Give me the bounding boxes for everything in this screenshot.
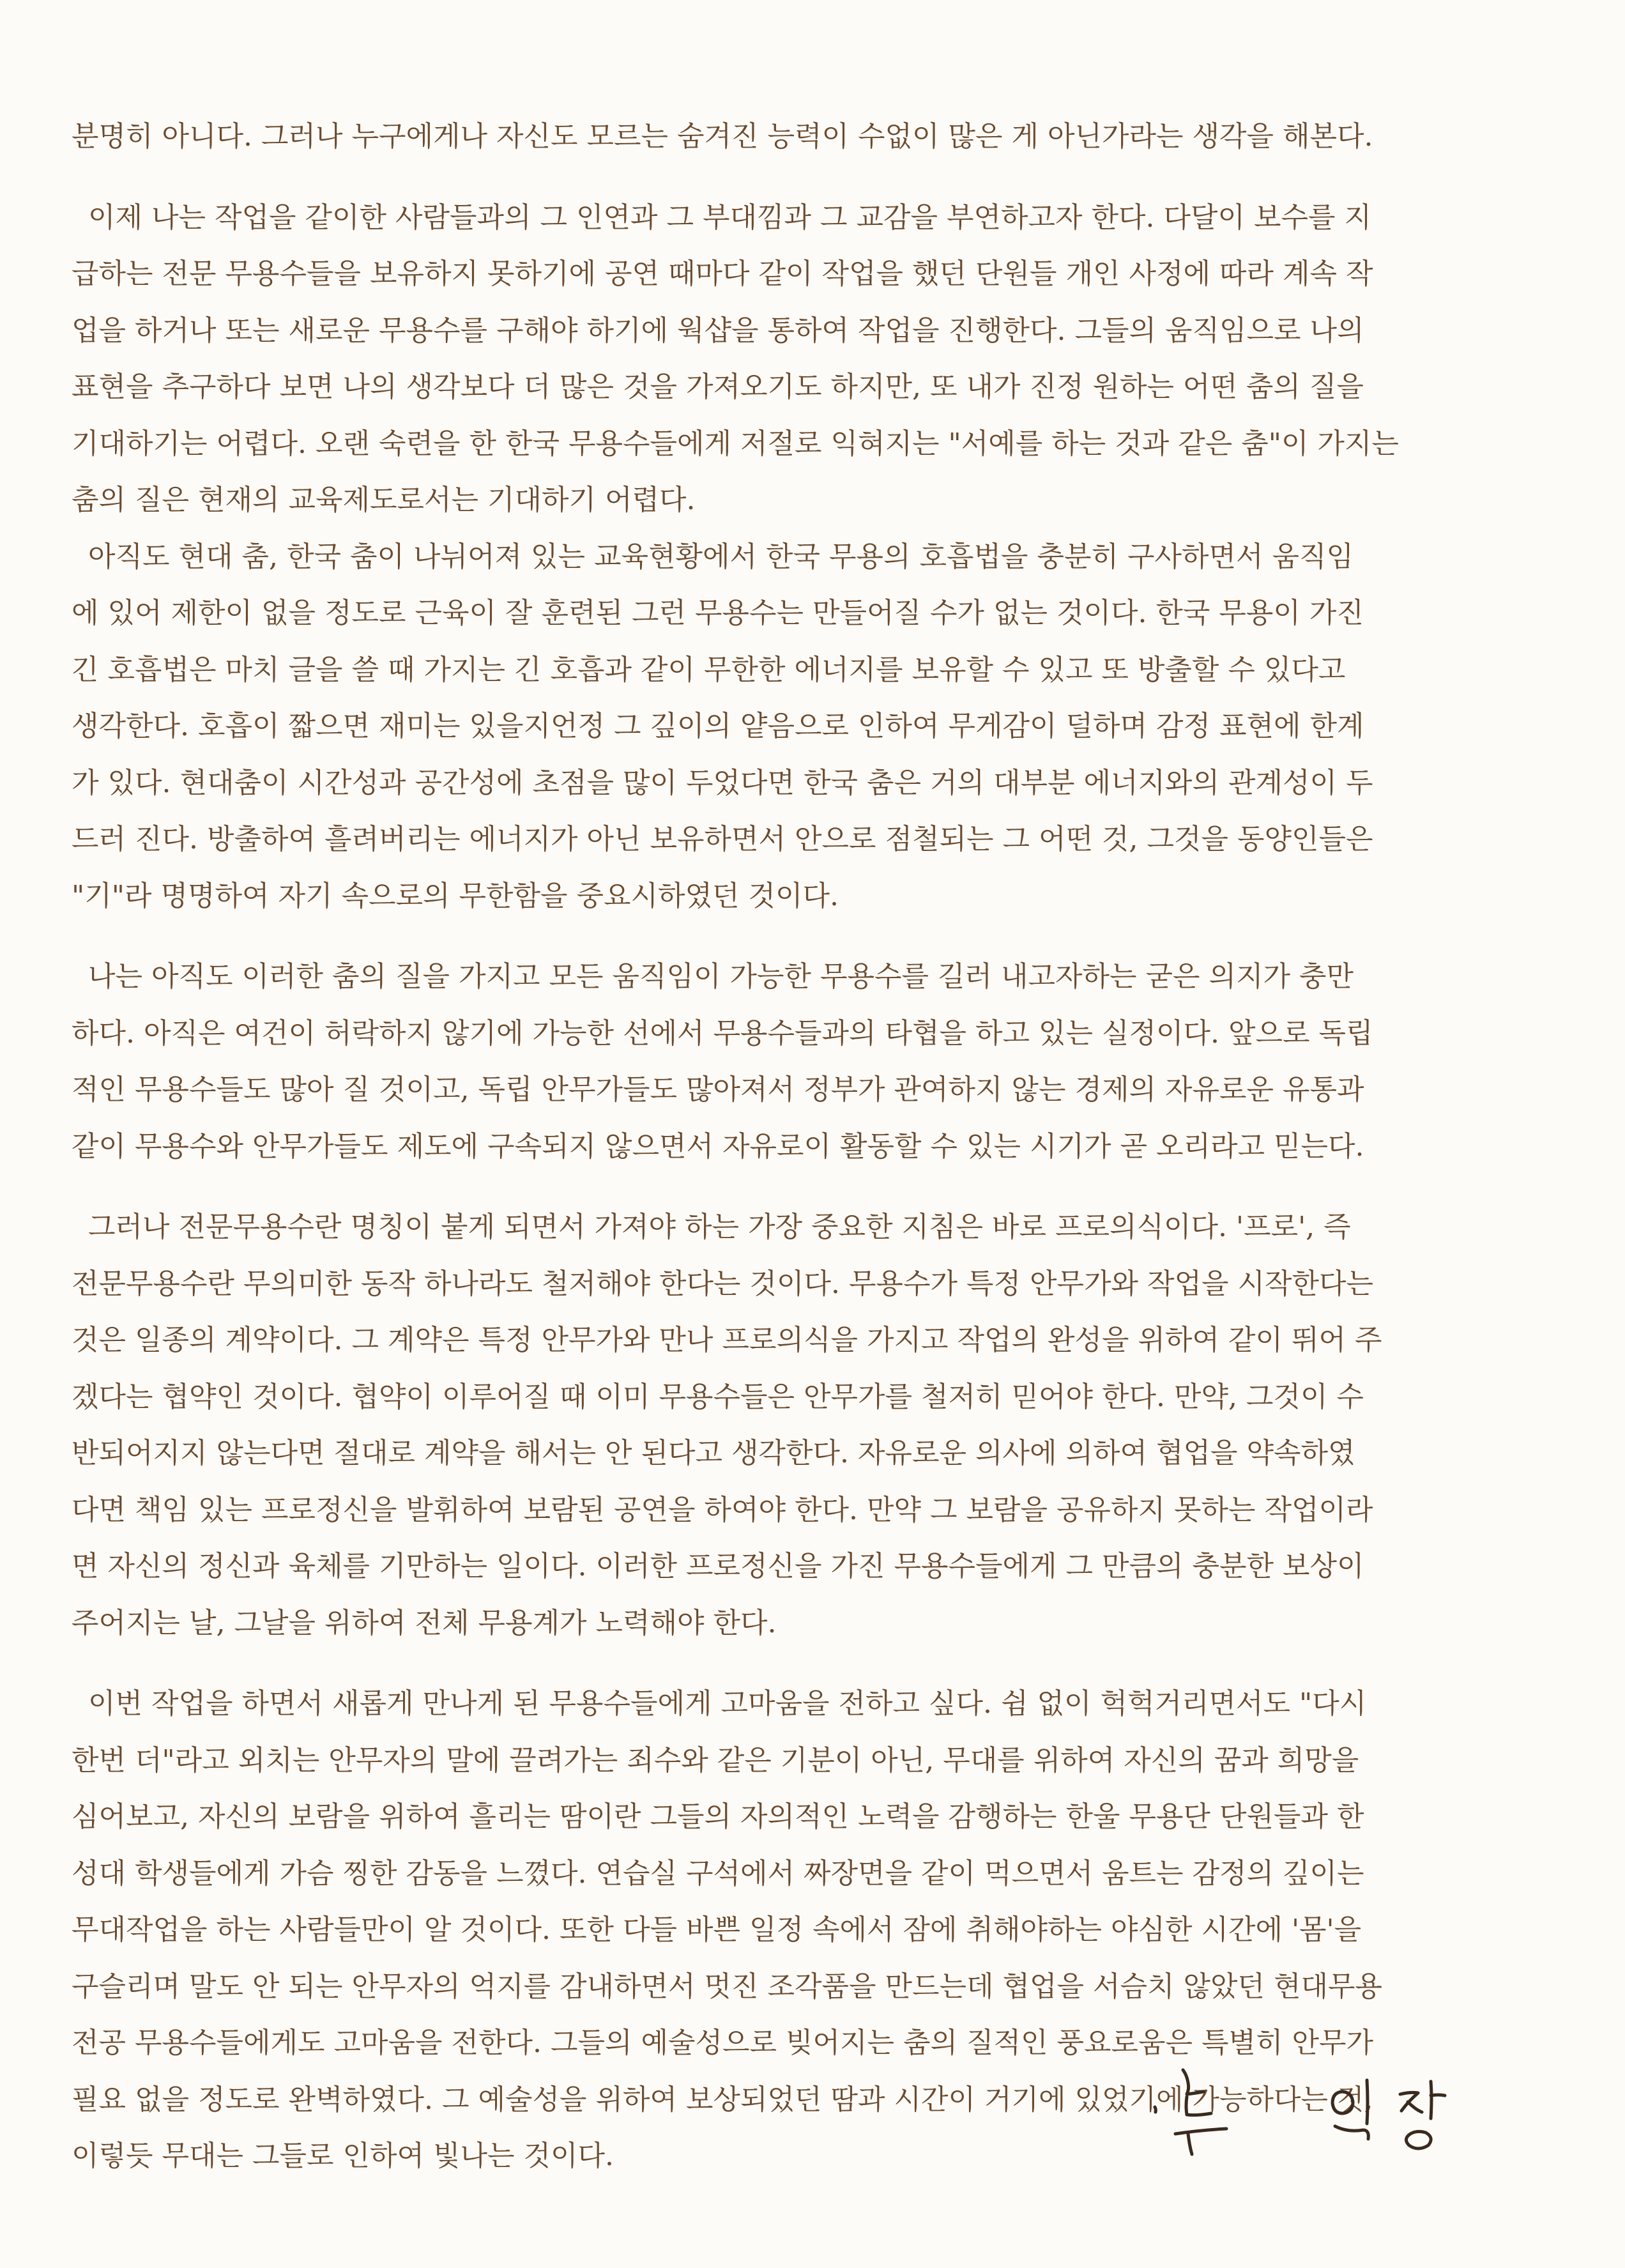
text-line: 생각한다. 호흡이 짧으면 재미는 있을지언정 그 깊이의 얕음으로 인하여 무게감이 덜하며 감정 표현에 한계 (72, 710, 1364, 742)
text-line: 춤의 질은 현재의 교육제도로서는 기대하기 어렵다. (72, 484, 696, 516)
text-line: 심어보고, 자신의 보람을 위하여 흘리는 땀이란 그들의 자의적인 노력을 감행하는 한울 무용단 단원들과 한 (72, 1800, 1364, 1833)
paragraph-1 (72, 109, 1566, 165)
text-line: 급하는 전문 무용수들을 보유하지 못하기에 공연 때마다 같이 작업을 했던 단원들 개인 사정에 따라 계속 작 (72, 257, 1373, 290)
text-line: 주어지는 날, 그날을 위하여 전체 무용계가 노력해야 한다. (72, 1606, 777, 1639)
text-line: 이번 작업을 하면서 새롭게 만나게 된 무용수들에게 고마움을 전하고 싶다. 쉼 없이 헉헉거리면서도 "다시 (88, 1687, 1367, 1720)
paragraph-3 (72, 529, 1566, 925)
text-line: 아직도 현대 춤, 한국 춤이 나뉘어져 있는 교육현황에서 한국 무용의 호흡법을 충분히 구사하면서 움직임 (88, 540, 1354, 573)
text-line: 성대 학생들에게 가슴 찡한 감동을 느꼈다. 연습실 구석에서 짜장면을 같이 먹으면서 움트는 감정의 깊이는 (72, 1857, 1364, 1890)
text-line: 하다. 아직은 여건이 허락하지 않기에 가능한 선에서 무용수들과의 타협을 하고 있는 실정이다. 앞으로 독립 (72, 1016, 1373, 1050)
text-line: 필요 없을 정도로 완벽하였다. 그 예술성을 위하여 보상되었던 땀과 시간이 거기에 있었기에 가능하다는 것, (72, 2083, 1373, 2116)
text-line: 무대작업을 하는 사람들만이 알 것이다. 또한 다들 바쁜 일정 속에서 잠에 취해야하는 야심한 시간에 '몸'을 (72, 1913, 1362, 1946)
paragraph-4 (72, 949, 1566, 1175)
text-line: 구슬리며 말도 안 되는 안무자의 억지를 감내하면서 멋진 조각품을 만드는데 협업을 서슴치 않았던 현대무용 (72, 1970, 1382, 2003)
text-line: 업을 하거나 또는 새로운 무용수를 구해야 하기에 웍샵을 통하여 작업을 진행한다. 그들의 움직임으로 나의 (72, 314, 1364, 347)
paragraph-gap (72, 1175, 1566, 1199)
text-line: 겠다는 협약인 것이다. 협약이 이루어질 때 이미 무용수들은 안무가를 철저히 믿어야 한다. 만약, 그것이 수 (72, 1380, 1364, 1413)
text-line: 적인 무용수들도 많아 질 것이고, 독립 안무가들도 많아져서 정부가 관여하지 않는 경제의 자유로운 유통과 (72, 1073, 1364, 1106)
text-line: 기대하기는 어렵다. 오랜 숙련을 한 한국 무용수들에게 저절로 익혀지는 "서예를 하는 것과 같은 춤"이 가지는 (72, 427, 1399, 460)
paragraph-2 (72, 190, 1566, 529)
text-line: 긴 호흡법은 마치 글을 쓸 때 가지는 긴 호흡과 같이 무한한 에너지를 보유할 수 있고 또 방출할 수 있다고 (72, 653, 1346, 686)
text-line: 같이 무용수와 안무가들도 제도에 구속되지 않으면서 자유로이 활동할 수 있는 시기가 곧 오리라고 믿는다. (72, 1130, 1364, 1163)
paragraph-gap (72, 924, 1566, 949)
text-line: 그러나 전문무용수란 명칭이 붙게 되면서 가져야 하는 가장 중요한 지침은 바로 프로의식이다. '프로', 즉 (88, 1211, 1351, 1243)
text-line: 면 자신의 정신과 육체를 기만하는 일이다. 이러한 프로정신을 가진 무용수들에게 그 만큼의 충분한 보상이 (72, 1550, 1364, 1582)
paragraph-gap (72, 165, 1566, 190)
text-line: 에 있어 제한이 없을 정도로 근육이 잘 훈련된 그런 무용수는 만들어질 수가 없는 것이다. 한국 무용이 가진 (72, 597, 1364, 629)
text-line: 나는 아직도 이러한 춤의 질을 가지고 모든 움직임이 가능한 무용수를 길러 내고자하는 굳은 의지가 충만 (88, 960, 1354, 993)
document-body (72, 109, 1566, 2185)
text-line: 분명히 아니다. 그러나 누구에게나 자신도 모르는 숨겨진 능력이 수없이 많은 게 아닌가라는 생각을 해본다. (72, 120, 1373, 153)
text-line: 이렇듯 무대는 그들로 인하여 빛나는 것이다. (72, 2140, 614, 2172)
text-line: 가 있다. 현대춤이 시간성과 공간성에 초점을 많이 두었다면 한국 춤은 거의 대부분 에너지와의 관계성이 두 (72, 766, 1373, 799)
text-line: 한번 더"라고 외치는 안무자의 말에 끌려가는 죄수와 같은 기분이 아닌, 무대를 위하여 자신의 꿈과 희망을 (72, 1743, 1359, 1777)
text-line: "기"라 명명하여 자기 속으로의 무한함을 중요시하였던 것이다. (72, 879, 839, 912)
text-line: 전공 무용수들에게도 고마움을 전한다. 그들의 예술성으로 빚어지는 춤의 질적인 풍요로움은 특별히 안무가 (72, 2027, 1374, 2059)
text-line: 다면 책임 있는 프로정신을 발휘하여 보람된 공연을 하여야 한다. 만약 그 보람을 공유하지 못하는 작업이라 (72, 1493, 1373, 1526)
text-line: 것은 일종의 계약이다. 그 계약은 특정 안무가와 만나 프로의식을 가지고 작업의 완성을 위하여 같이 뛰어 주 (72, 1324, 1382, 1356)
text-line: 드러 진다. 방출하여 흘려버리는 에너지가 아닌 보유하면서 안으로 점철되는 그 어떤 것, 그것을 동양인들은 (72, 823, 1373, 855)
text-line: 이제 나는 작업을 같이한 사람들과의 그 인연과 그 부대낌과 그 교감을 부연하고자 한다. 다달이 보수를 지 (88, 201, 1371, 234)
handwritten-signature (1150, 2057, 1469, 2166)
text-line: 전문무용수란 무의미한 동작 하나라도 철저해야 한다는 것이다. 무용수가 특정 안무가와 작업을 시작한다는 (72, 1267, 1374, 1300)
text-line: 반되어지지 않는다면 절대로 계약을 해서는 안 된다고 생각한다. 자유로운 의사에 의하여 협업을 약속하였 (72, 1437, 1355, 1469)
text-line: 표현을 추구하다 보면 나의 생각보다 더 많은 것을 가져오기도 하지만, 또 내가 진정 원하는 어떤 춤의 질을 (72, 371, 1364, 403)
paragraph-5 (72, 1199, 1566, 1651)
paragraph-gap (72, 1651, 1566, 1676)
